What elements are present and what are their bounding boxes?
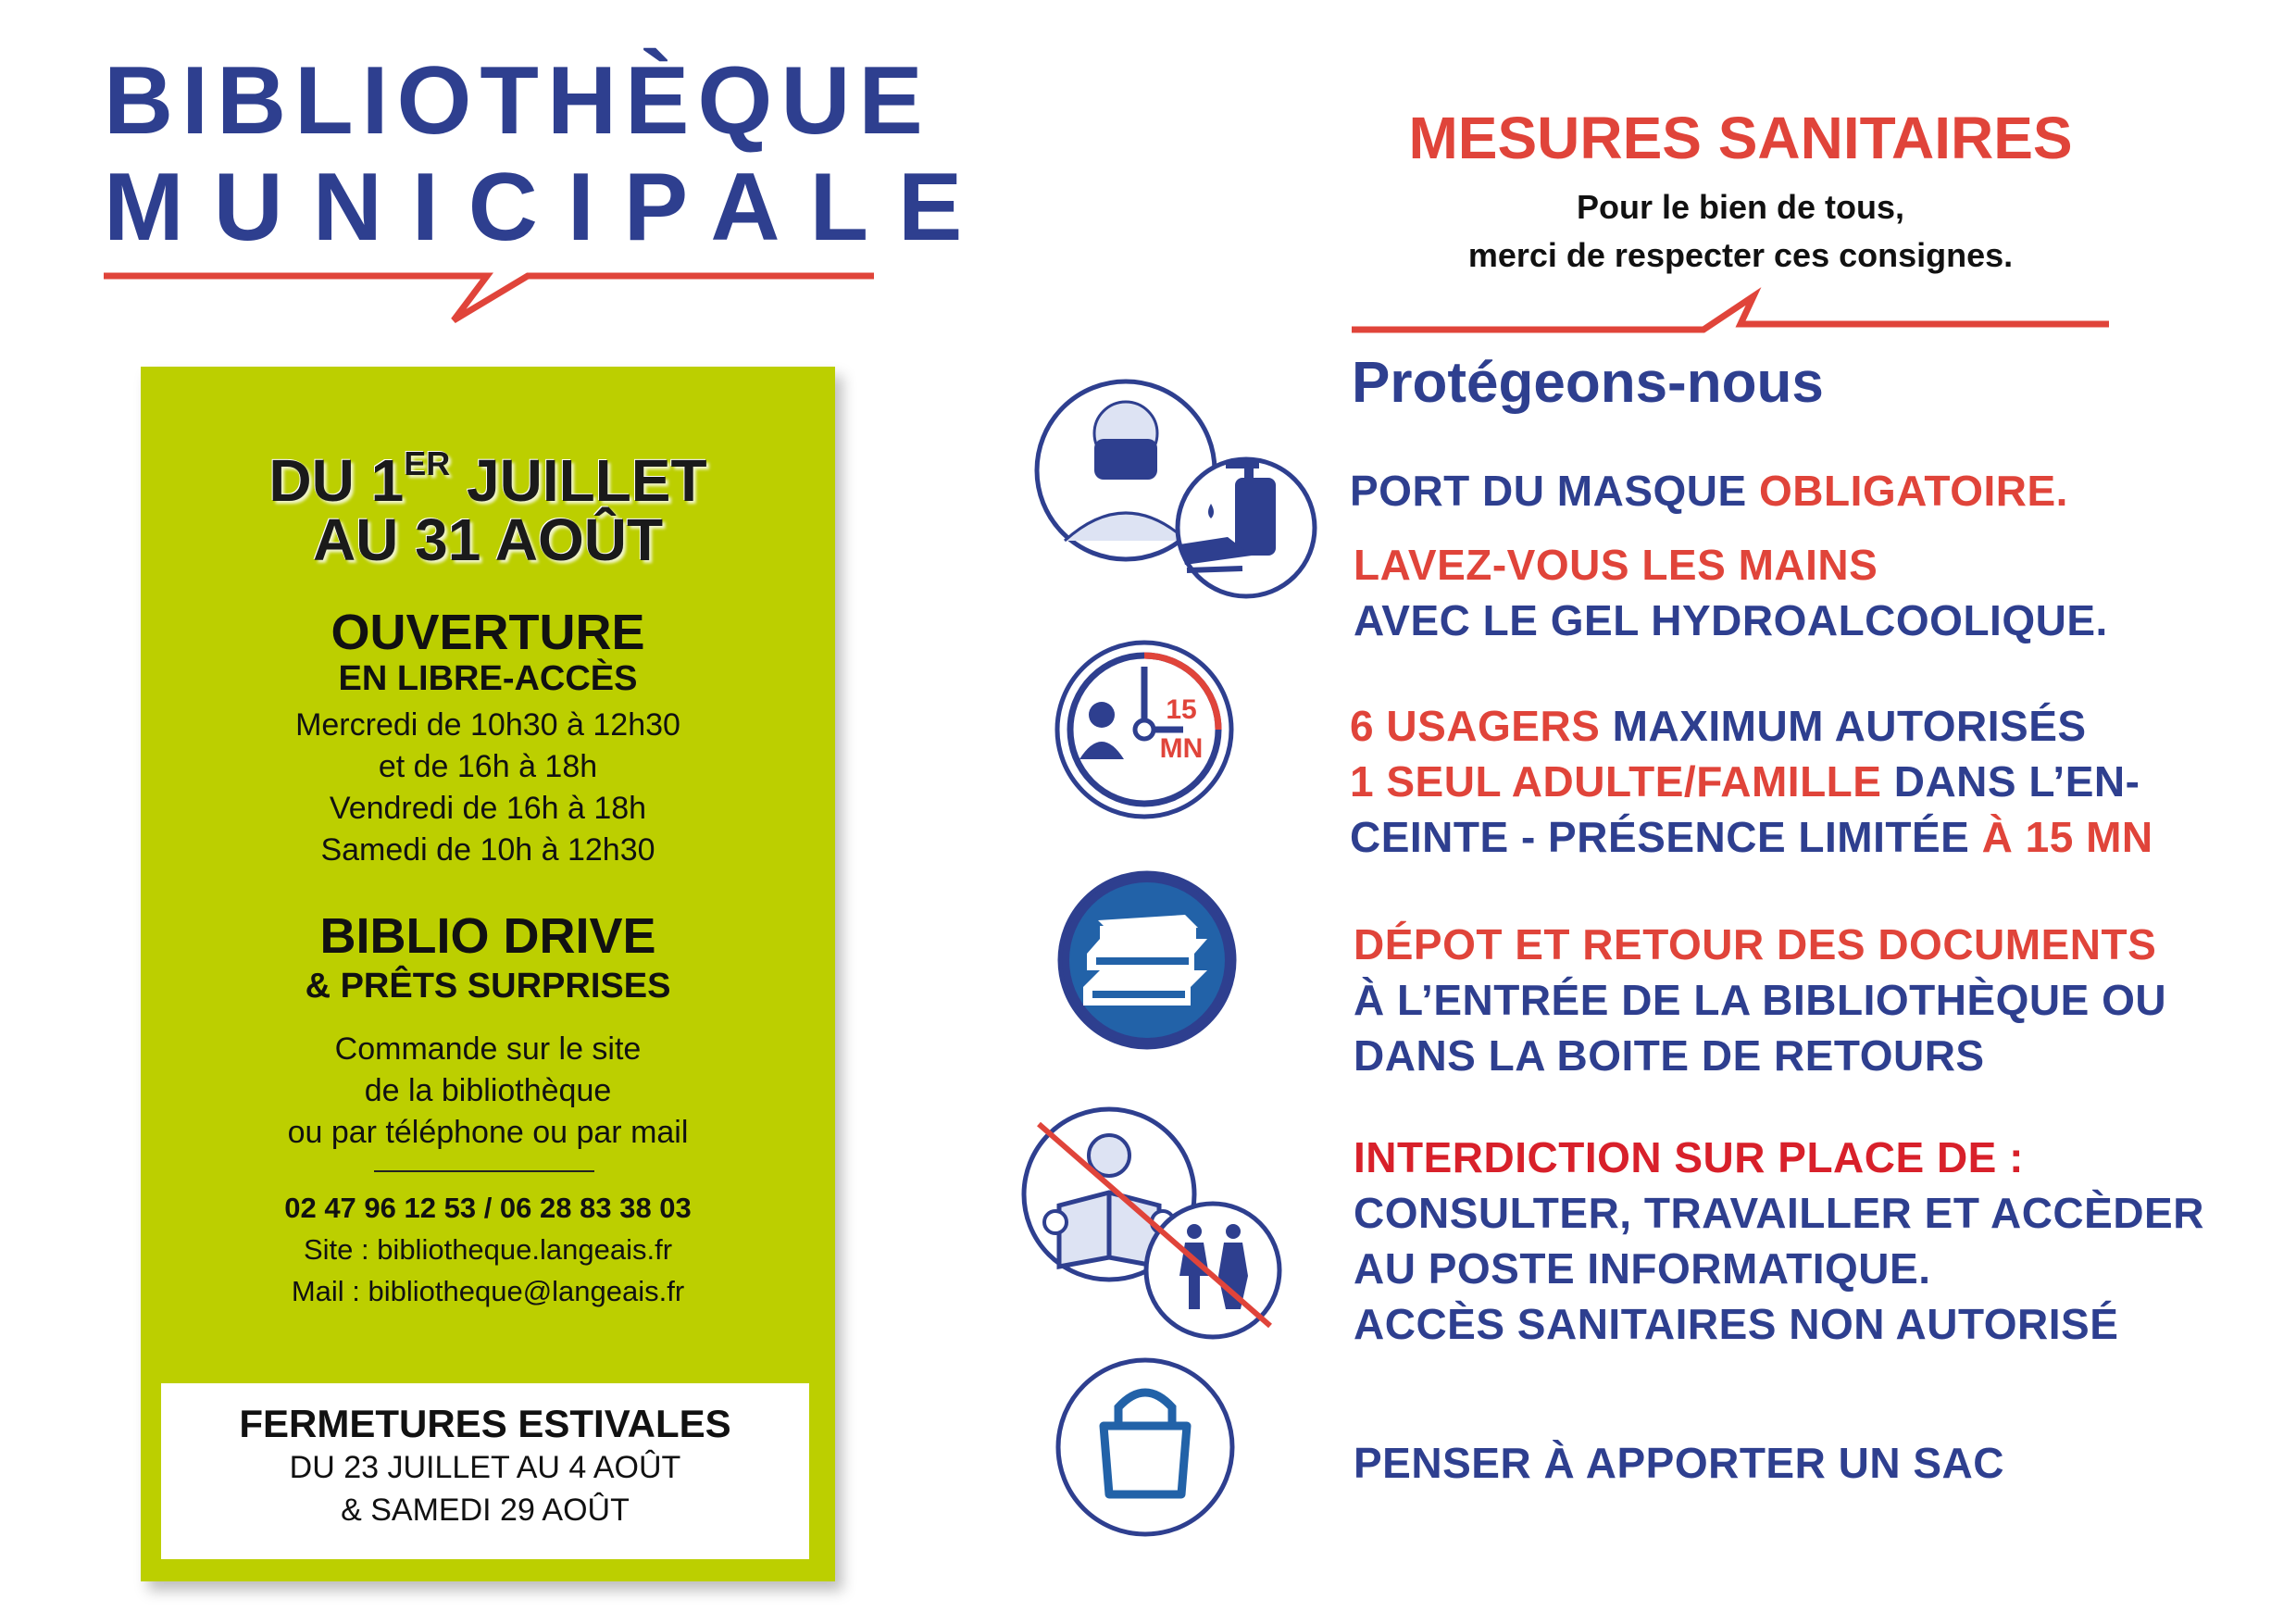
- no-reading-no-toilets-icon: [1018, 1104, 1285, 1343]
- measures-subtitle-line2: merci de respecter ces consignes.: [1467, 236, 2014, 274]
- measure-docs-line3: DANS LA BOITE DE RETOURS: [1354, 1031, 1985, 1080]
- speech-bubble-underline-left: [100, 263, 887, 337]
- summer-closures-box: [161, 1383, 809, 1559]
- closures-line2: & SAMEDI 29 AOÛT: [341, 1493, 630, 1528]
- hours-line: et de 16h à 18h: [378, 749, 598, 784]
- books-icon: [1055, 868, 1239, 1052]
- opening-title: OUVERTURE: [331, 605, 645, 660]
- measure-docs-line1: DÉPOT ET RETOUR DES DOCUMENTS: [1354, 920, 2157, 968]
- measures-subtitle: [1352, 183, 2129, 280]
- measure-hands-line2: AVEC LE GEL HYDROALCOOLIQUE.: [1354, 596, 2108, 644]
- speech-bubble-underline-right: [1348, 287, 2116, 343]
- mask-and-gel-icon: [1029, 374, 1318, 604]
- opening-subtitle: EN LIBRE-ACCÈS: [338, 659, 638, 698]
- hours-line: Mercredi de 10h30 à 12h30: [295, 707, 680, 743]
- clock-number: 15: [1166, 694, 1197, 725]
- measure-ban-line4: ACCÈS SANITAIRES NON AUTORISÉ: [1354, 1300, 2119, 1348]
- hours-line: Samedi de 10h à 12h30: [320, 832, 655, 868]
- drive-subtitle: & PRÊTS SURPRISES: [305, 967, 671, 1006]
- library-title-line1: BIBLIOTHÈQUE: [104, 47, 931, 155]
- clock-15-min-icon: [1052, 637, 1237, 822]
- order-line: de la bibliothèque: [364, 1073, 612, 1108]
- measure-bag: PENSER À APPORTER UN SAC: [1354, 1439, 2004, 1487]
- closures-title: FERMETURES ESTIVALES: [239, 1402, 731, 1445]
- measure-users-line1: 6 USAGERS MAXIMUM AUTORISÉS: [1350, 702, 2087, 750]
- measure-hands-line1: LAVEZ-VOUS LES MAINS: [1354, 541, 1878, 589]
- measure-ban-line3: AU POSTE INFORMATIQUE.: [1354, 1244, 1931, 1293]
- measures-title: MESURES SANITAIRES: [1408, 105, 2073, 171]
- date-range-line1: DU 1ER JUILLET: [268, 444, 707, 514]
- divider: [374, 1170, 594, 1172]
- email[interactable]: Mail : bibliotheque@langeais.fr: [291, 1275, 685, 1307]
- measures-subtitle-line1: Pour le bien de tous,: [1576, 188, 1905, 226]
- date-range-line2: AU 31 AOÛT: [312, 506, 664, 573]
- measure-users-line3: CEINTE - PRÉSENCE LIMITÉE À 15 MN: [1350, 813, 2153, 861]
- measure-users-line2: 1 SEUL ADULTE/FAMILLE DANS L’EN-: [1350, 757, 2140, 806]
- order-line: ou par téléphone ou par mail: [287, 1115, 689, 1150]
- measure-mask: PORT DU MASQUE OBLIGATOIRE.: [1350, 467, 2068, 515]
- closures-line1: DU 23 JUILLET AU 4 AOÛT: [289, 1450, 681, 1485]
- phone-numbers: 02 47 96 12 53 / 06 28 83 38 03: [284, 1192, 692, 1224]
- hours-line: Vendredi de 16h à 18h: [329, 791, 647, 826]
- order-line: Commande sur le site: [334, 1031, 642, 1067]
- clock-unit: MN: [1159, 733, 1204, 764]
- measure-docs-line2: À L’ENTRÉE DE LA BIBLIOTHÈQUE OU: [1354, 976, 2167, 1024]
- drive-title: BIBLIO DRIVE: [319, 908, 656, 964]
- shopping-bag-icon: [1052, 1354, 1239, 1541]
- measure-ban-line1: INTERDICTION SUR PLACE DE :: [1354, 1133, 2024, 1181]
- measure-ban-line2: CONSULTER, TRAVAILLER ET ACCÈDER: [1354, 1189, 2204, 1237]
- section-heading: Protégeons-nous: [1352, 351, 1824, 415]
- library-title-line2: MUNICIPALE: [104, 154, 992, 261]
- website[interactable]: Site : bibliotheque.langeais.fr: [303, 1233, 673, 1266]
